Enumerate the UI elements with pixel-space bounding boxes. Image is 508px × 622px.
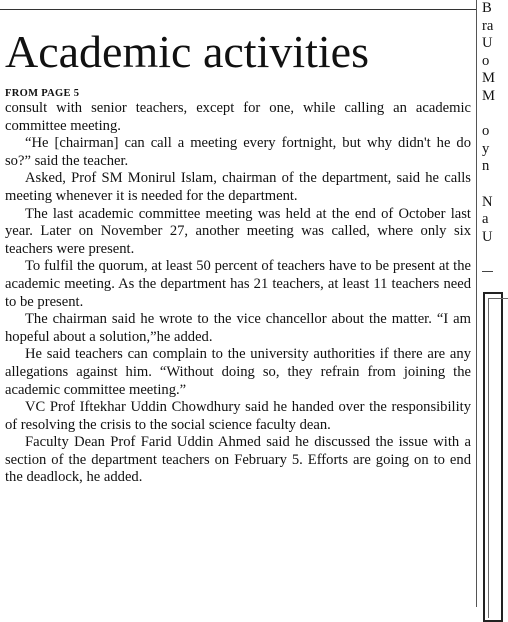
fragment: U	[482, 35, 493, 52]
fragment: o	[482, 123, 490, 140]
adjacent-column-rule	[482, 271, 493, 272]
fragment: M	[482, 70, 495, 87]
fragment: M	[482, 87, 495, 104]
fragment: N	[482, 193, 493, 210]
paragraph: VC Prof Iftekhar Uddin Chowdhury said he handed over the responsibility of resolving the crisis to the social science faculty dean.	[5, 399, 471, 433]
fragment: a	[482, 211, 489, 228]
fragment: U	[482, 228, 493, 245]
paragraph: To fulfil the quorum, at least 50 percent of teachers have to be present at the academic meeting. As the department has 21 teachers, at least 11 teachers need to be present.	[5, 258, 471, 310]
fragment: y	[482, 140, 490, 157]
jump-line: FROM PAGE 5	[5, 88, 80, 99]
column-divider	[476, 0, 477, 607]
paragraph: Faculty Dean Prof Farid Uddin Ahmed said he discussed the issue with a section of the department teachers on February 5. Efforts are going on to end the deadlock, he added.	[5, 434, 471, 486]
fragment: o	[482, 52, 490, 69]
fragment: ra	[482, 17, 494, 34]
article	[5, 26, 471, 487]
paragraph: The chairman said he wrote to the vice chancellor about the matter. “I am hopeful about a solution,”he added.	[5, 311, 471, 345]
adjacent-column-fragments	[482, 0, 493, 246]
paragraph: consult with senior teachers, except for one, while calling an academic committee meeting.	[5, 100, 471, 134]
fragment: n	[482, 158, 490, 175]
paragraph: Asked, Prof SM Monirul Islam, chairman of the department, said he calls meeting whenever it is needed for the department.	[5, 170, 471, 204]
adjacent-box-inner-frame	[488, 298, 508, 618]
fragment: B	[482, 0, 492, 16]
top-rule	[0, 9, 476, 10]
fragment-gap	[482, 106, 493, 124]
fragment-gap	[482, 176, 493, 194]
paragraph: “He [chairman] can call a meeting every fortnight, but why didn't he do so?” said the teacher.	[5, 135, 471, 169]
paragraph: He said teachers can complain to the university authorities if there are any allegations against him. “Without doing so, they refrain from joining the academic committee meeting.”	[5, 346, 471, 398]
article-body	[5, 100, 471, 487]
paragraph: The last academic committee meeting was held at the end of October last year. Later on November 27, another meeting was called, where only six teachers were present.	[5, 205, 471, 257]
headline: Academic activities	[5, 26, 370, 77]
